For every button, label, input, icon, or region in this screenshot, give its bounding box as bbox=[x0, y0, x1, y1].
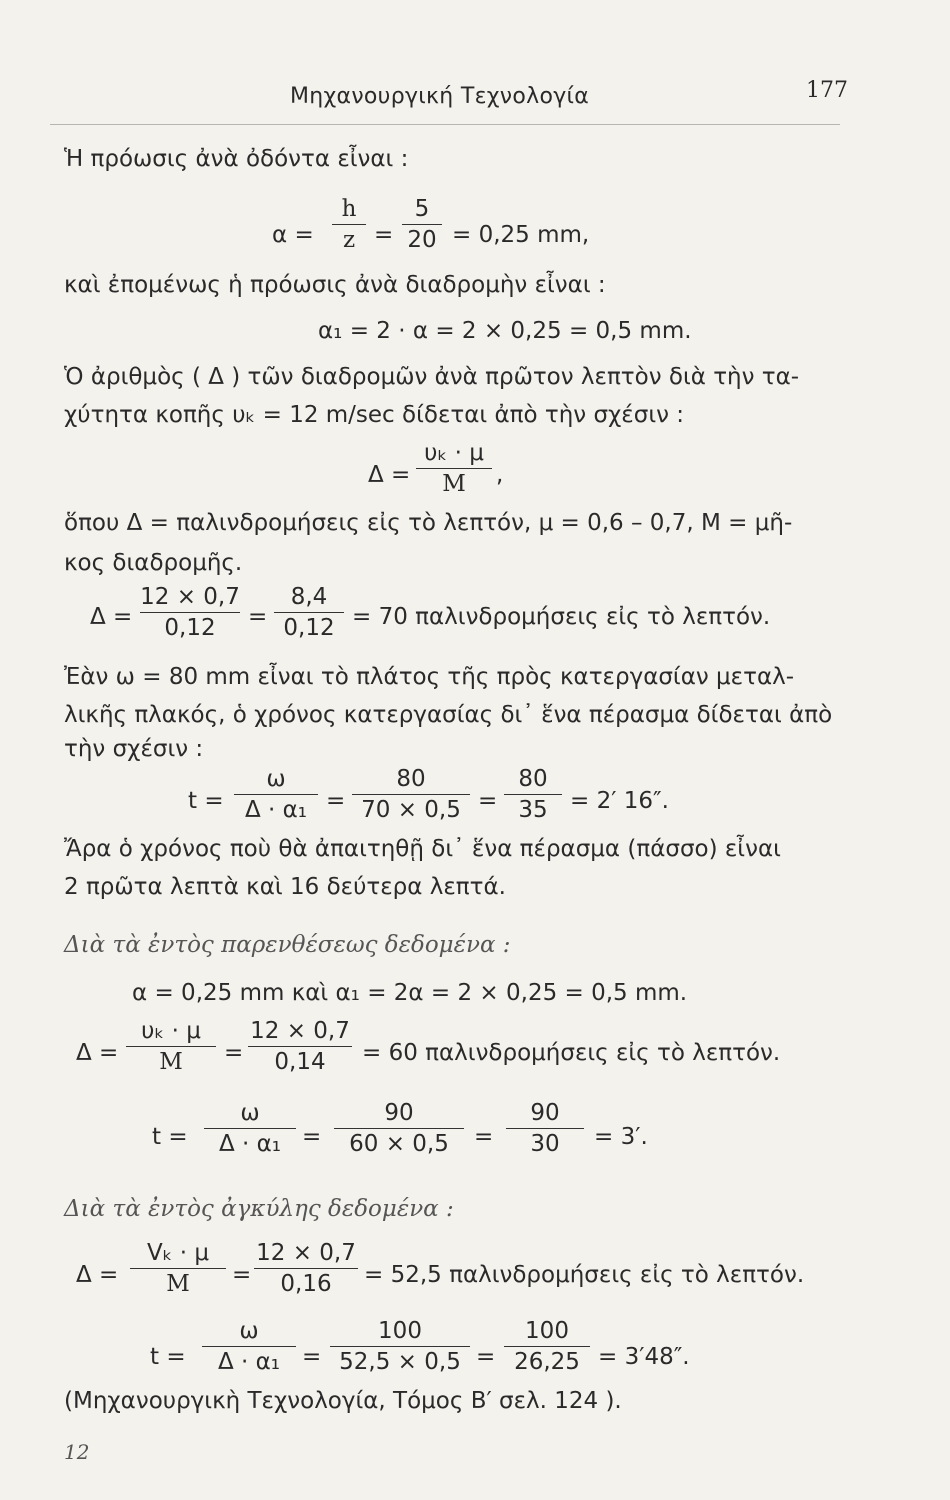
numerator: 100 bbox=[525, 1318, 569, 1344]
numerator: 5 bbox=[414, 196, 430, 222]
fraction-bar bbox=[352, 794, 470, 795]
denominator: Δ · α₁ bbox=[217, 1349, 281, 1376]
fraction-bar bbox=[330, 1346, 470, 1347]
fraction bbox=[416, 440, 492, 498]
fraction-bar bbox=[274, 612, 344, 613]
fraction-bar bbox=[254, 1268, 358, 1269]
subheading: Διὰ τὰ ἐντὸς ἀγκύλης δεδομένα : bbox=[64, 1196, 454, 1222]
formula-result: = 3′. bbox=[594, 1124, 648, 1150]
running-title: Μηχανουργική Τεχνολογία bbox=[290, 84, 590, 109]
equals: = bbox=[476, 1344, 496, 1370]
numerator: ω bbox=[266, 766, 286, 792]
fraction bbox=[504, 766, 562, 824]
fraction-bar bbox=[332, 224, 366, 225]
fraction bbox=[126, 1018, 216, 1076]
denominator: Δ · α₁ bbox=[218, 1131, 282, 1158]
equals: = bbox=[478, 788, 498, 814]
text-line: χύτητα κοπῆς υₖ = 12 m/sec δίδεται ἀπὸ τὴν σχέσιν : bbox=[64, 402, 685, 428]
denominator: 35 bbox=[518, 797, 548, 824]
formula-lhs: t = bbox=[188, 788, 224, 814]
equals: = bbox=[302, 1124, 322, 1150]
denominator: 0,12 bbox=[283, 615, 335, 642]
fraction bbox=[248, 1018, 352, 1076]
text-line: κος διαδρομῆς. bbox=[64, 550, 243, 576]
equals: = bbox=[248, 604, 268, 630]
denominator: z bbox=[342, 227, 356, 254]
denominator: 52,5 × 0,5 bbox=[339, 1349, 461, 1376]
formula-result: = 52,5 παλινδρομήσεις εἰς τὸ λεπτόν. bbox=[364, 1262, 805, 1288]
numerator: 80 bbox=[396, 766, 426, 792]
denominator: 0,14 bbox=[274, 1049, 326, 1076]
numerator: 100 bbox=[378, 1318, 422, 1344]
formula-lhs: Δ = bbox=[76, 1262, 119, 1288]
numerator: Vₖ · μ bbox=[146, 1240, 210, 1266]
denominator: M bbox=[442, 471, 466, 498]
fraction-bar bbox=[202, 1346, 296, 1347]
denominator: 70 × 0,5 bbox=[361, 797, 461, 824]
formula-lhs: Δ = bbox=[90, 604, 133, 630]
text-line: λικῆς πλακός, ὁ χρόνος κατεργασίας δι᾽ ἕνα πέρασμα δίδεται ἀπὸ bbox=[64, 702, 833, 728]
equals: = bbox=[302, 1344, 322, 1370]
denominator: 60 × 0,5 bbox=[349, 1131, 449, 1158]
numerator: ω bbox=[239, 1318, 259, 1344]
fraction bbox=[204, 1100, 296, 1158]
text-line: Ἐὰν ω = 80 mm εἶναι τὸ πλάτος τῆς πρὸς κατεργασίαν μεταλ- bbox=[64, 664, 795, 690]
citation-line: (Μηχανουργικὴ Τεχνολογία, Τόμος Β′ σελ. 124 ). bbox=[64, 1388, 622, 1414]
formula-lhs: t = bbox=[152, 1124, 188, 1150]
fraction bbox=[504, 1318, 590, 1376]
fraction bbox=[254, 1240, 358, 1298]
formula-lhs: t = bbox=[150, 1344, 186, 1370]
denominator: M bbox=[159, 1049, 183, 1076]
fraction bbox=[202, 1318, 296, 1376]
fraction-bar bbox=[504, 1346, 590, 1347]
text-line: 2 πρῶτα λεπτὰ καὶ 16 δεύτερα λεπτά. bbox=[64, 874, 506, 900]
equals: = bbox=[232, 1262, 252, 1288]
fraction bbox=[140, 584, 240, 642]
fraction bbox=[274, 584, 344, 642]
formula-lhs: α = bbox=[272, 222, 314, 248]
fraction-bar bbox=[402, 224, 442, 225]
fraction bbox=[402, 196, 442, 254]
formula-result: = 2′ 16″. bbox=[570, 788, 669, 814]
numerator: 8,4 bbox=[290, 584, 328, 610]
formula-line: α₁ = 2 · α = 2 × 0,25 = 0,5 mm. bbox=[318, 318, 692, 344]
numerator: υₖ · μ bbox=[424, 440, 484, 466]
numerator: 90 bbox=[530, 1100, 560, 1126]
text-line: Ὁ ἀριθμὸς ( Δ ) τῶν διαδρομῶν ἀνὰ πρῶτον λεπτὸν διὰ τὴν τα- bbox=[64, 364, 800, 390]
formula-lhs: Δ = bbox=[368, 462, 411, 488]
fraction-bar bbox=[204, 1128, 296, 1129]
numerator: 90 bbox=[384, 1100, 414, 1126]
punctuation: , bbox=[496, 462, 504, 488]
fraction bbox=[332, 196, 366, 254]
fraction bbox=[334, 1100, 464, 1158]
page-number: 177 bbox=[806, 78, 848, 103]
formula-line: α = 0,25 mm καὶ α₁ = 2α = 2 × 0,25 = 0,5 mm. bbox=[132, 980, 688, 1006]
formula-result: = 60 παλινδρομήσεις εἰς τὸ λεπτόν. bbox=[362, 1040, 781, 1066]
numerator: ω bbox=[240, 1100, 260, 1126]
numerator: 12 × 0,7 bbox=[256, 1240, 356, 1266]
denominator: 20 bbox=[407, 227, 437, 254]
fraction-bar bbox=[506, 1128, 584, 1129]
fraction bbox=[130, 1240, 226, 1298]
numerator: 80 bbox=[518, 766, 548, 792]
denominator: 0,16 bbox=[280, 1271, 332, 1298]
equals: = bbox=[474, 1124, 494, 1150]
denominator: 26,25 bbox=[514, 1349, 580, 1376]
numerator: h bbox=[341, 196, 357, 222]
fraction-bar bbox=[130, 1268, 226, 1269]
text-line: ὅπου Δ = παλινδρομήσεις εἰς τὸ λεπτόν, μ = 0,6 – 0,7, M = μῆ- bbox=[64, 510, 793, 536]
fraction-bar bbox=[416, 468, 492, 469]
header-rule bbox=[50, 124, 840, 125]
fraction bbox=[330, 1318, 470, 1376]
fraction bbox=[234, 766, 318, 824]
numerator: υₖ · μ bbox=[141, 1018, 201, 1044]
fraction-bar bbox=[140, 612, 240, 613]
signature-mark: 12 bbox=[64, 1440, 90, 1464]
equals: = bbox=[224, 1040, 244, 1066]
fraction-bar bbox=[234, 794, 318, 795]
equals: = bbox=[326, 788, 346, 814]
fraction-bar bbox=[334, 1128, 464, 1129]
fraction-bar bbox=[126, 1046, 216, 1047]
fraction bbox=[506, 1100, 584, 1158]
formula-result: = 3′48″. bbox=[598, 1344, 690, 1370]
denominator: M bbox=[166, 1271, 190, 1298]
fraction-bar bbox=[248, 1046, 352, 1047]
fraction bbox=[352, 766, 470, 824]
denominator: 30 bbox=[530, 1131, 560, 1158]
text-line: Ἄρα ὁ χρόνος ποὺ θὰ ἀπαιτηθῇ δι᾽ ἕνα πέρασμα (πάσσο) εἶναι bbox=[64, 836, 781, 862]
equals: = bbox=[374, 222, 394, 248]
denominator: Δ · α₁ bbox=[244, 797, 308, 824]
text-line: καὶ ἐπομένως ἡ πρόωσις ἀνὰ διαδρομὴν εἶναι : bbox=[64, 272, 606, 298]
formula-result: = 0,25 mm, bbox=[452, 222, 590, 248]
formula-result: = 70 παλινδρομήσεις εἰς τὸ λεπτόν. bbox=[352, 604, 771, 630]
text-line: Ἡ πρόωσις ἀνὰ ὀδόντα εἶναι : bbox=[64, 146, 409, 172]
text-line: τὴν σχέσιν : bbox=[64, 736, 204, 762]
numerator: 12 × 0,7 bbox=[140, 584, 240, 610]
formula-lhs: Δ = bbox=[76, 1040, 119, 1066]
numerator: 12 × 0,7 bbox=[250, 1018, 350, 1044]
denominator: 0,12 bbox=[164, 615, 216, 642]
fraction-bar bbox=[504, 794, 562, 795]
subheading: Διὰ τὰ ἐντὸς παρενθέσεως δεδομένα : bbox=[64, 932, 511, 958]
